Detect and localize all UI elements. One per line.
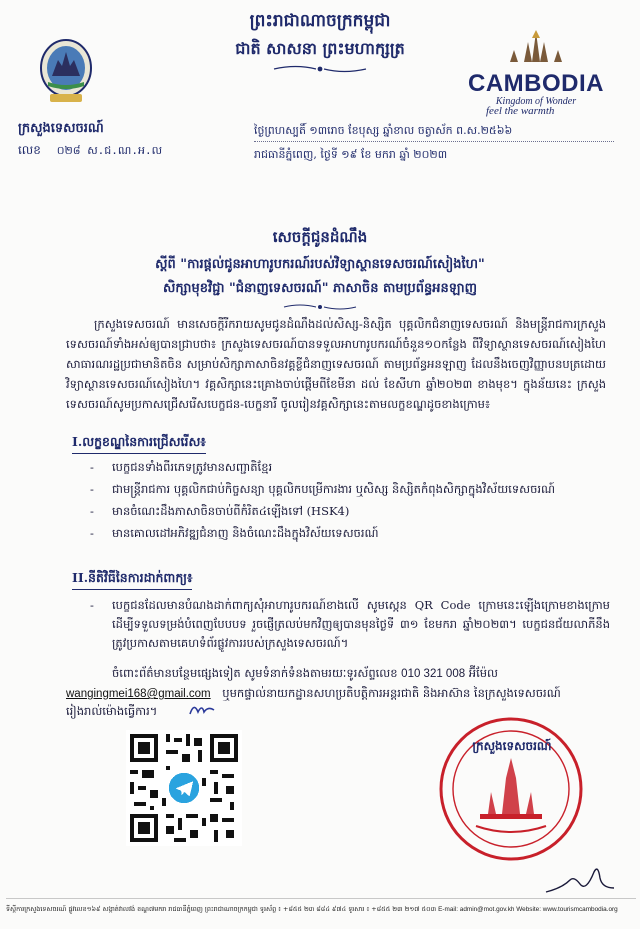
list-item: - បេក្ខជនដែលមានបំណងដាក់ពាក្យសុំអាហារូបករណ៍ខាងលើ សូមស្កេន QR Code ក្រោមនេះឡើងក្រោមខាងក្រោម ដើម្បីទទួលទម្រង់បំពេញបែបបទ រួចផ្ញើត្រលប់មកវិញឲ្យបានមុនថ្ងៃទី ៣១ ខែមករា ឆ្នាំ២០២៣។ បេក្ខជនជ័យលាភីនឹងត្រូវប្រកាសតាមគេហទំព័រផ្លូវការរបស់ក្រសួងទេសចរណ៍។	[90, 596, 610, 653]
contact-line	[90, 664, 630, 684]
list-item: - មានចំណេះដឹងភាសាចិនចាប់ពីកំរិត៤ឡើងទៅ (HSK4)	[90, 502, 610, 521]
signature-icon	[540, 858, 620, 898]
notice-title: សេចក្តីជូនដំណឹង	[272, 228, 368, 246]
official-seal-icon	[436, 714, 586, 864]
brand-tagline-2: feel the warmth	[486, 105, 555, 117]
body-paragraph: ក្រសួងទេសចរណ៍ មានសេចក្តីរីករាយសូមជូនដំណឹងដល់សិស្ស-និស្សិត បុគ្គលិកជំនាញទេសចរណ៍ និងមន្ត្រីរាជការក្រសួងទេសចរណ៍ទាំងអស់ឲ្យបានជ្រាបថា៖ ក្រសួងទេសចរណ៍បានទទួលអាហារូបករណ៍ចំនួន១០កន្លែង ពីវិទ្យាស្ថានទេសចរណ៍សៀងហៃ សាធារណរដ្ឋប្រជាមានិតចិន សម្រាប់សិក្សាភាសាចិនវគ្គខ្លីជំនាញទេសចរណ៍ តាមប្រព័ន្ធអនឡាញ ដែលនឹងចេញវិញ្ញាបនបត្រដោយវិទ្យាស្ថានទេសចរណ៍សៀងហៃ។ វគ្គសិក្សានេះគ្រោងចាប់ផ្តើមពីខែមីនា ដល់ ខែសីហា ឆ្នាំ២០២៣ ខាងមុខ។ ក្នុងន័យនេះ ក្រសួងទេសចរណ៍សូមប្រកាសជ្រើសរើសបេក្ខជន-បេក្ខនារី ចូលរៀនវគ្គសិក្សានេះតាមលក្ខខណ្ឌដូចខាងក្រោម៖	[66, 317, 606, 411]
solar-date: រាជធានីភ្នំពេញ, ថ្ងៃទី ១៩ ខែ មករា ឆ្នាំ ២០២៣	[254, 148, 448, 161]
ministry-name: ក្រសួងទេសចរណ៍	[18, 121, 104, 136]
criteria-heading: I.លក្ខខណ្ឌនៃការជ្រើសរើស៖	[72, 434, 206, 454]
email-label: អ៊ីម៉ែល	[468, 666, 498, 680]
subject-line-1: ស្តីពី "ការផ្តល់ជូនអាហារូបករណ៍របស់វិទ្យាស្ថានទេសចរណ៍សៀងហៃ"	[155, 257, 485, 272]
email-link[interactable]: wangingmei168@gmail.com	[66, 688, 211, 700]
national-motto: ជាតិ សាសនា ព្រះមហាក្សត្រ	[235, 39, 405, 58]
criteria-list	[90, 458, 610, 546]
application-list	[90, 596, 610, 653]
email-suffix: ឬមកផ្ទាល់នាយកដ្ឋានសហប្រតិបត្តិការអន្តរជាតិ និងអាស៊ាន នៃក្រសួងទេសចរណ៍	[222, 686, 561, 700]
ministry-emblem-icon	[38, 38, 94, 104]
brand-wordmark: CAMBODIA	[468, 70, 604, 97]
contact-text: ចំពោះព័ត៌មានបន្ថែមផ្សេងទៀត សូមទំនាក់ទំនងតាមរយៈទូរស័ព្ទលេខ	[112, 666, 398, 680]
angkor-wat-icon	[496, 28, 576, 64]
footer-address: ទីស្តីការក្រសួងទេសចរណ៍ ផ្លូវលេខ១៦៩ សង្កាត់វាលវង់ ខណ្ឌ៧មករា រាជធានីភ្នំពេញ ព្រះរាជាណាចក្រកម្ពុជា ទូរស័ព្ទ ៖ +៨៥៥ ២៣ ៨៨៤ ៩៧៤ ទូរសារ ៖ +៨៥៥ ២៣ ២១៧ ៥០៣	[6, 905, 437, 913]
cambodia-brand-logo	[466, 28, 606, 117]
doc-no-label: លេខ	[18, 143, 41, 157]
kingdom-heading: ព្រះរាជាណាចក្រកម្ពុជា	[249, 11, 391, 31]
footer-contact: E-mail: admin@mot.gov.kh Website: www.tourismcambodia.org	[438, 906, 618, 913]
qr-code-icon[interactable]	[126, 730, 242, 846]
closing-line: រៀងរាល់ម៉ោងធ្វើការ។	[66, 704, 158, 718]
lunar-date: ថ្ងៃព្រហស្បតិ៍ ១៣រោច ខែបុស្ស ឆ្នាំខាល ចត្វាស័ក ព.ស.២៥៦៦	[254, 124, 614, 142]
doc-no-value: ០២៨ ស.ជ.ណ.អ.ល	[56, 144, 163, 157]
brand-tagline-1: Kingdom of Wonder	[495, 96, 577, 107]
ornament-divider-icon	[280, 303, 360, 311]
initials-mark-icon	[188, 700, 216, 718]
document-number	[18, 142, 162, 160]
ornament-divider-icon	[272, 64, 368, 74]
phone-number: 010 321 008	[401, 668, 466, 680]
seal-label: ក្រសួងទេសចរណ៍	[472, 739, 552, 753]
list-item: - ជាមន្ត្រីរាជការ បុគ្គលិកជាប់កិច្ចសន្យា បុគ្គលិកបម្រើការងារ ឬសិស្ស និស្សិតកំពុងសិក្សាក្នុងវិស័យទេសចរណ៍	[90, 480, 610, 499]
subject-line-2: សិក្សាមុខវិជ្ជា "ជំនាញទេសចរណ៍" ភាសាចិន តាមប្រព័ន្ធអនឡាញ	[163, 281, 477, 296]
letter-footer	[6, 898, 636, 915]
list-item: - បេក្ខជនទាំងពីរភេទត្រូវមានសញ្ជាតិខ្មែរ	[90, 458, 610, 477]
application-heading: II.នីតិវិធីនៃការដាក់ពាក្យ៖	[72, 570, 192, 590]
email-row	[66, 684, 626, 704]
list-item: - មានគោលដៅអភិវឌ្ឍជំនាញ និងចំណេះដឹងក្នុងវិស័យទេសចរណ៍	[90, 524, 610, 543]
